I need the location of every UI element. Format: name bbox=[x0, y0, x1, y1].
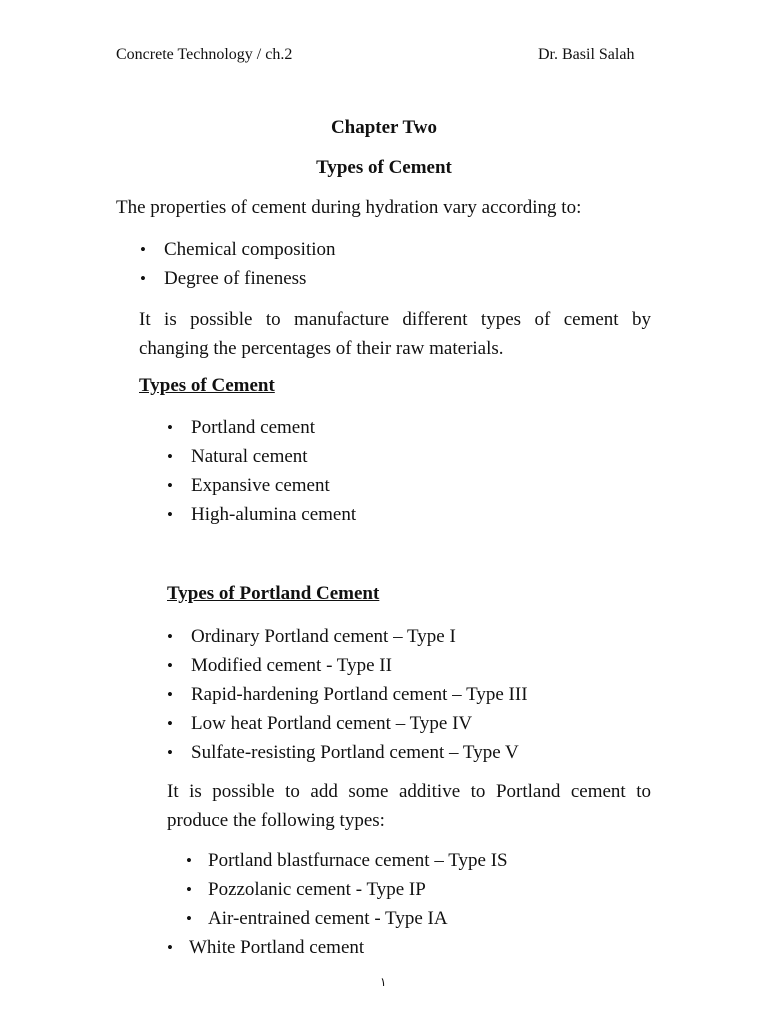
bullet-icon: • bbox=[167, 685, 173, 704]
bullet-icon: • bbox=[167, 476, 173, 495]
intro-text: The properties of cement during hydration vary according to: bbox=[116, 197, 582, 218]
paragraph-manufacture: It is possible to manufacture different types of cement by changing the percentages of their raw materials. bbox=[139, 309, 651, 359]
chapter-title: Chapter Two bbox=[330, 117, 438, 138]
bullet-icon: • bbox=[167, 714, 173, 733]
bullet-icon: • bbox=[167, 447, 173, 466]
paragraph-additives: It is possible to add some additive to Portland cement to produce the following types: bbox=[167, 781, 651, 831]
bullet-icon: • bbox=[186, 909, 192, 928]
bullet-icon: • bbox=[140, 240, 146, 259]
bullet-icon: • bbox=[167, 656, 173, 675]
bullet-icon: • bbox=[140, 269, 146, 288]
bullet-icon: • bbox=[167, 505, 173, 524]
bullet-icon: • bbox=[167, 743, 173, 762]
page-number: ١ bbox=[380, 975, 387, 989]
bullet-icon: • bbox=[167, 627, 173, 646]
header-author: Dr. Basil Salah bbox=[538, 46, 635, 63]
header-course: Concrete Technology / ch.2 bbox=[116, 46, 293, 63]
main-title: Types of Cement bbox=[316, 157, 452, 178]
section-heading-types: Types of Cement bbox=[139, 375, 275, 396]
section-heading-portland: Types of Portland Cement bbox=[167, 583, 380, 604]
bullet-icon: • bbox=[186, 880, 192, 899]
bullet-icon: • bbox=[167, 418, 173, 437]
document-page: Concrete Technology / ch.2 Dr. Basil Salah Chapter Two Types of Cement The properties of cement during hydration vary according to: • Chemical composition • Degree of fineness It is possible to manufacture different types of cement by changing the percentages of their raw materials. Types of Cement • Portland cement • Natural cement • Expansive cement • High-alumina cement Types of Portland Cement • Ordinary Portland cement – Type I • Modified cement - Type II • Rapid-hardening Portland cement – Type III • Low heat Portland cement – Type IV • Sulfate-resisting Portland cement – Type V It is possible to add some additive to Portland cement to produce the following types: • Portland blastfurnace cement – Type IS • Pozzolanic cement - Type IP • Air-entrained cement - Type IA • White Portland cement ١ bbox=[0, 0, 768, 1024]
bullet-icon: • bbox=[186, 851, 192, 870]
bullet-icon: • bbox=[167, 938, 173, 957]
